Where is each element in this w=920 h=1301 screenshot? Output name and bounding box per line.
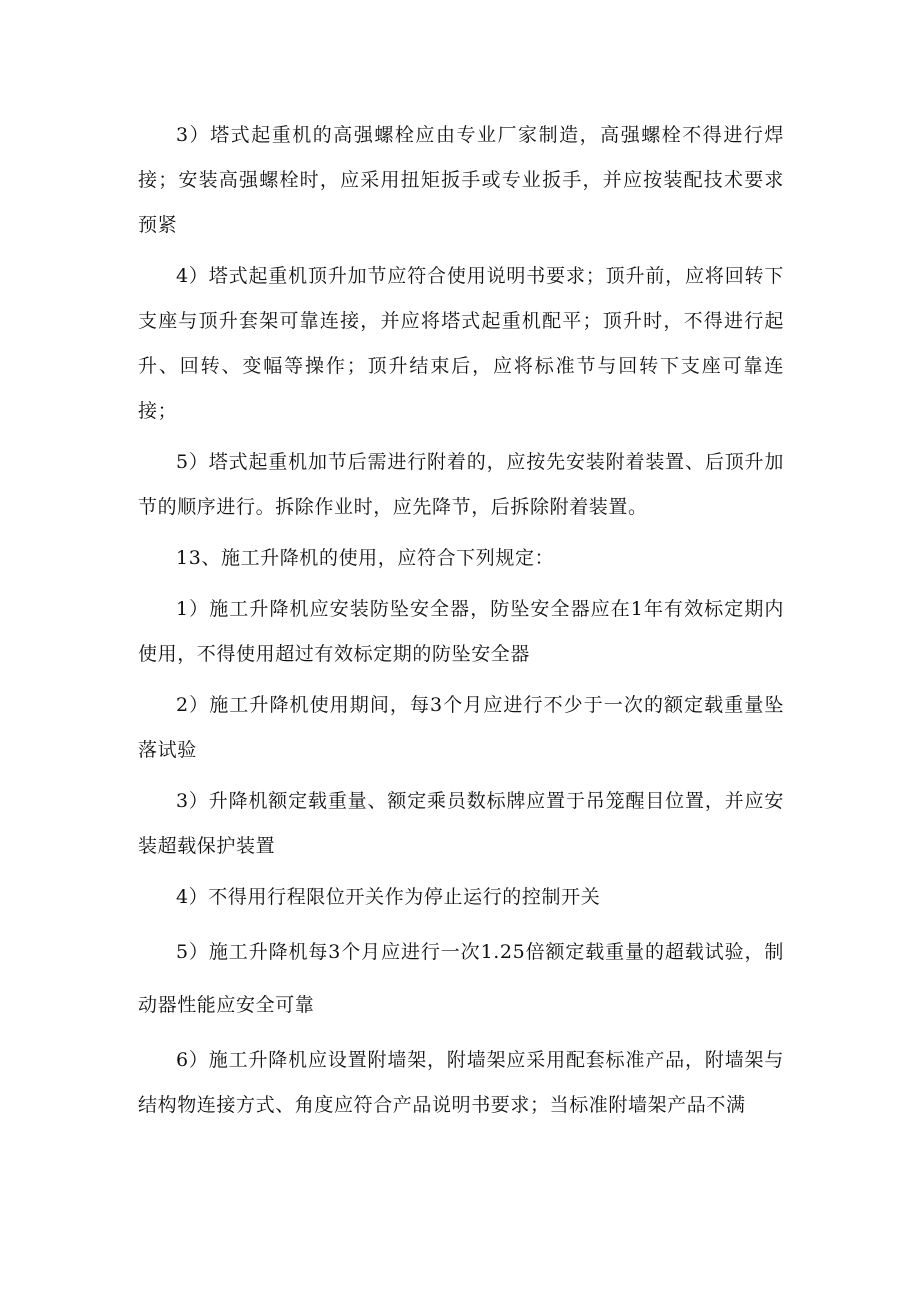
paragraph-hoist-overload-test: 5）施工升降机每3个月应进行一次1.25倍额定载重量的超载试验，制动器性能应安全可靠: [138, 941, 784, 1016]
document-body: [138, 113, 784, 1128]
paragraph-tower-crane-anchoring: 5）塔式起重机加节后需进行附着的，应按先安装附着装置、后顶升加节的顺序进行。拆除作业时，应先降节，后拆除附着装置。: [138, 451, 784, 518]
paragraph-hoist-load-sign: 3）升降机额定载重量、额定乘员数标牌应置于吊笼醒目位置，并应安装超载保护装置: [138, 790, 784, 857]
paragraph-tower-crane-jacking: 4）塔式起重机顶升加节应符合使用说明书要求；顶升前，应将回转下支座与顶升套架可靠连接，并应将塔式起重机配平；顶升时，不得进行起升、回转、变幅等操作；顶升结束后，应将标准节与回转下支座可靠连接；: [138, 265, 784, 422]
paragraph-hoist-limit-switch: 4）不得用行程限位开关作为停止运行的控制开关: [176, 886, 601, 908]
paragraph-hoist-wall-ties: 6）施工升降机应设置附墙架，附墙架应采用配套标准产品，附墙架与结构物连接方式、角度应符合产品说明书要求；当标准附墙架产品不满: [138, 1049, 784, 1116]
paragraph-hoist-drop-test: 2）施工升降机使用期间，每3个月应进行不少于一次的额定载重量坠落试验: [138, 694, 784, 761]
section-heading-construction-hoist: 13、施工升降机的使用，应符合下列规定：: [176, 547, 555, 569]
paragraph-tower-crane-bolts: 3）塔式起重机的高强螺栓应由专业厂家制造，高强螺栓不得进行焊接；安装高强螺栓时，应采用扭矩扳手或专业扳手，并应按装配技术要求预紧: [138, 124, 784, 236]
paragraph-hoist-safety-device: 1）施工升降机应安装防坠安全器，防坠安全器应在1年有效标定期内使用，不得使用超过有效标定期的防坠安全器: [138, 598, 784, 665]
